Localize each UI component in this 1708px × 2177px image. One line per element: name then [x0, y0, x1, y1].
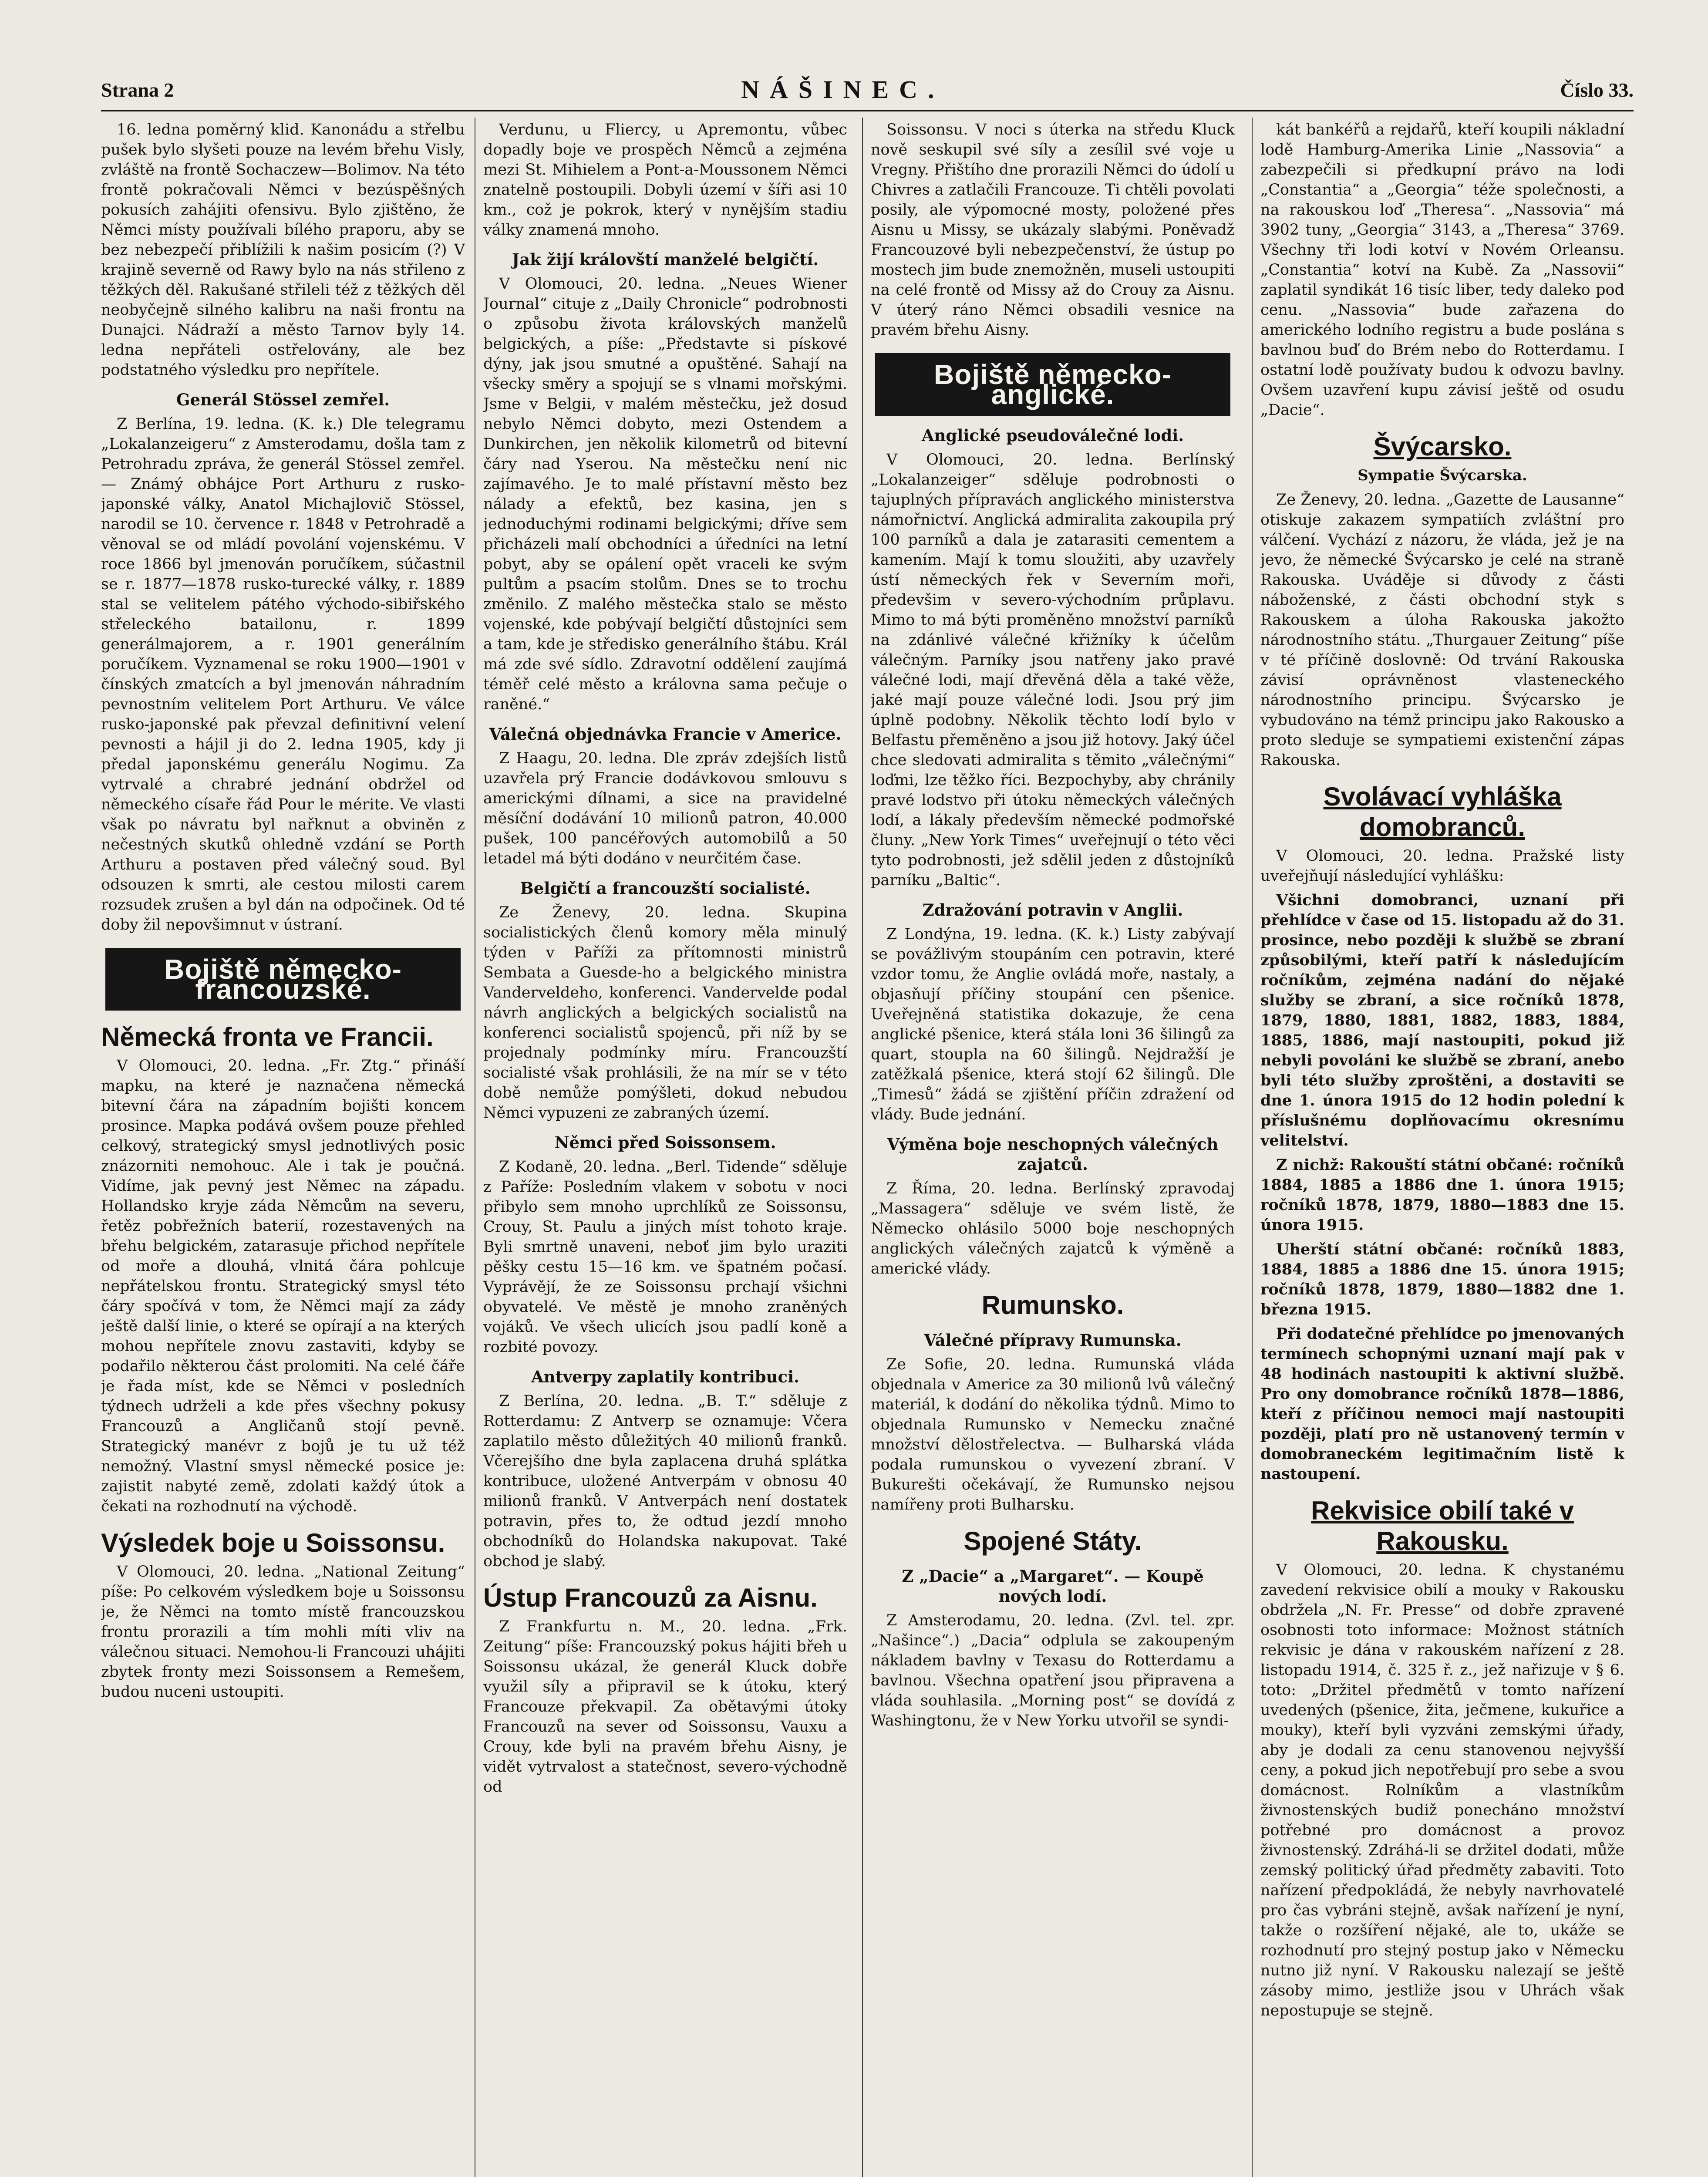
article-text: Z Berlína, 19. ledna. (K. k.) Dle telegramu „Lokalanzeigeru“ z Amsterodamu, došla tam z Petrohradu zpráva, že generál Stössel zemřel. — Známý obhájce Port Arthuru z rusko-japonské války, Anatol Michajlovič Stössel, narodil se 10. července r. 1848 v Petrohradě a věnoval se od mládí povolání vojenskému. V roce 1866 byl jmenován poručíkem, súčastnil se r. 1877—1878 rusko-turecké války, r. 1889 stal se velitelem pátého východo-sibiřského střeleckého batailonu, r. 1899 generálmajorem, a r. 1901 generálním poručíkem. Vyznamenal se roku 1900—1901 v čínských zmatcích a byl jmenován náhradním pevnostním velitelem Port Arthuru. Ve válce rusko-japonské pak převzal definitivní velení pevnosti a hájil ji do 2. ledna 1905, kdy ji předal japonskému generálu Nogimu. Za vytrvalé a chrabré jednání obdržel od německého císaře řád Pour le mérite. Ve vlasti však po návratu byl nařknut a obviněn z nečestných skutků ohledně vzdání se Porth Arthuru a postaven před válečný soud. Byl odsouzen k smrti, ale cestou milosti carem rozsudek zrušen a byl dán na odpočinek. Od té doby žil nepovšimnut v ústraní. [101, 415, 465, 933]
article-text-bold: Všichni domobranci, uznaní při přehlídce v čase od 15. listopadu až do 31. prosince, nebo později k službě se zbraní způsobilými, kteří patří k následujícím ročníkům, zejména nadání do nějaké služby se zbraní, a sice ročníků 1878, 1879, 1880, 1881, 1882, 1883, 1884, 1885, 1886, mají nastoupiti, pokud již nebyli povoláni ke službě se zbraní, anebo byli této služby zproštěni, a dostaviti se dne 1. února 1915 do 12 hodin polední k příslušnému doplňovacímu okresnímu velitelství. [1260, 891, 1624, 1149]
article-title: Anglické pseudoválečné lodi. [921, 426, 1184, 445]
article-text: 16. ledna poměrný klid. Kanonádu a střelbu pušek bylo slyšeti pouze na levém břehu Visly, zvláště na frontě Sochaczew—Bolimov. Na této frontě pokračovali Němci v bezúspěšných pokusích zahájiti ofensivu. Bylo zjištěno, že Němci místy používali bílého praporu, aby se bez nebezpečí přiblížili k našim posicím (?) V krajině severně od Rawy bylo na nás střileno z těžkých děl. Rakušané střileli též z těžkých děl neobyčejně silného kalibru na naši frontu na Dunajci. Nádraží a město Tarnov byly 14. ledna nepřáteli ostřelovány, ale bez podstatného výsledku pro nepřítele. [101, 121, 465, 379]
header-rule [101, 110, 1634, 111]
column-1 [101, 120, 465, 2177]
issue-number: Číslo 33. [1560, 79, 1634, 101]
section-heading: Rekvisice obilí také v Rakousku. [1311, 1496, 1574, 1556]
article-text: Z Říma, 20. ledna. Berlínský zpravodaj „Massagera“ sděluje ve svém listě, že Německo ohlásilo 5000 boje neschopných anglických válečných zajatců k výměně a americké vlády. [871, 1180, 1235, 1277]
article-text: V Olomouci, 20. ledna. Pražské listy uveřejňují následující vyhlášku: [1260, 847, 1624, 885]
article-text: V Olomouci, 20. ledna. „Fr. Ztg.“ přináší mapku, na které je naznačena německá bitevní čára na západním bojišti koncem prosince. Mapka podává ovšem pouze přehled celkový, strategický smysl jednotlivých posic znázorniti nemohouc. Ale i tak je poučná. Vidíme, jak pevný jest Němec na západu. Hollandsko kryje záda Němcům na severu, řetěz pobřežních baterií, rozestavených na břehu belgickém, zatarasuje přichod nepřítele od moře a dlouhá, vlnitá čára pohlcuje nepřátelskou frontu. Strategický smysl této čáry spočívá v tom, že Němci mají za zády ještě další linie, o které se opírají a na kterých mohou nepřítele znovu zastaviti, kdyby se podařilo některou část prolomiti. Na celé čáře je řada míst, kde se Němci v posledních týdnech udrželi a kde přes všechny pokusy Francouzů a Angličanů stojí pevně. Strategický manévr z bojů je tu už též nemožný. Vlastní smysl německé posice je: zajistit nabyté země, zdolati každý útok a čekati na rozhodnutí na východě. [101, 1057, 465, 1515]
article-title: Generál Stössel zemřel. [176, 390, 390, 409]
article-subtitle: Sympatie Švýcarska. [1358, 467, 1527, 484]
article-title: Válečná objednávka Francie v Americe. [489, 725, 842, 744]
article-text: Z Londýna, 19. ledna. (K. k.) Listy zabývají se povážlivým stoupáním cen potravin, které vzdor tomu, že Anglie ovládá moře, nastaly, a objasňují příčiny stoupání cen pšenice. Uveřejněná statistika dokazuje, že cena anglické pšenice, která stála loni 36 šilingů za quart, stoupla na 60 šilingů. Nejdražší je zatěžkalá pšenice, která stojí 62 šilingů. Dle „Timesů“ žádá se zjištění příčin zdražení od vlády. Bude jednání. [871, 926, 1235, 1123]
article-text: kát bankéřů a rejdařů, kteří koupili nákladní lodě Hamburg-Amerika Linie „Nassovia“ a zabezpečili si předkupní právo na lodi „Constantia“ a „Georgia“ téže společnosti, a na rakouskou loď „Theresa“. „Nassovia“ má 3902 tuny, „Georgia“ 3143, a „Theresa“ 3769. Všechny tři lodi kotví v Novém Orleansu. „Constantia“ kotví na Kubě. Za „Nassovii“ zaplatil syndikát 16 tisíc liber, tedy daleko pod cenu. „Nassovia“ bude zařazena do amerického lodního registru a bude poslána s bavlnou buď do Brém nebo do Rotterdamu. I ostatní lodě používaty budou k odvozu bavlny. Ovšem uzavření kupu závisí ještě od osudu „Dacie“. [1260, 121, 1624, 419]
column-3 [871, 120, 1235, 2177]
article-text-bold: Při dodatečné přehlídce po jmenovaných termínech schopnými uznaní mají pak v 48 hodinách nastoupiti k aktivní službě. Pro ony domobrance ročníků 1878—1886, kteří z příčinou nemoci mají nastoupiti později, platí pro ně ustanovený termín v domobraneckém legitimačním listě k nastoupení. [1260, 1325, 1624, 1483]
section-heading: Svolávací vyhláška domobranců. [1323, 782, 1562, 842]
article-title: Zdražování potravin v Anglii. [922, 900, 1183, 920]
article-title: Němci před Soissonsem. [554, 1133, 776, 1152]
article-text: Z Haagu, 20. ledna. Dle zpráv zdejších listů uzavřela prý Francie dodávkovou smlouvu s americkými dílnami, a sice na pravidelné měsíční dodávání 10 milionů patron, 40.000 pušek, 100 pancéřových automobilů a 50 letadel má býti dodáno v neurčitém čase. [483, 750, 847, 867]
article-text: Ze Ženevy, 20. ledna. „Gazette de Lausanne“ otiskuje zakazem sympatiích zvláštní pro válčení. Vychází z názoru, že vláda, jež je na jevo, že německé Švýcarsko je celé na straně Rakouska. Uváděje si důvody z části náboženské, z části obchodní styk s Rakouskem a úloha Rakouska jakožto národnostního státu. „Thurgauer Zeitung“ píše v té příčině doslovně: Od trvání Rakouska závisí oprávněnost vlasteneckého národnostního principu. Švýcarsko je vybudováno na témž principu jako Rakousko a proto sleduje se sympatiemi existenční zápas Rakouska. [1260, 491, 1624, 769]
article-title: Výměna boje neschopných válečných zajatců. [887, 1135, 1219, 1174]
article-text-bold: Z nichž: Rakouští státní občané: ročníků 1884, 1885 a 1886 dne 1. února 1915; ročníků 1878, 1879, 1880—1883 dne 15. února 1915. [1260, 1156, 1624, 1234]
section-heading: Rumunsko. [981, 1291, 1124, 1320]
section-heading: Ústup Francouzů za Aisnu. [483, 1583, 818, 1612]
section-heading: Výsledek boje u Soissonsu. [101, 1528, 445, 1557]
column-divider [1252, 118, 1253, 2177]
page-number: Strana 2 [101, 79, 174, 101]
section-banner: Bojiště německo-anglické. [875, 353, 1230, 416]
article-text-bold: Uherští státní občané: ročníků 1883, 1884, 1885 a 1886 dne 15. února 1915; ročníků 1878, 1879, 1880—1882 dne 1. března 1915. [1260, 1240, 1624, 1318]
column-2 [483, 120, 847, 2177]
article-text: Z Berlína, 20. ledna. „B. T.“ sděluje z Rotterdamu: Z Antverp se oznamuje: Včera zaplatilo město důležitých 40 milionů franků. Včerejšího dne byla zaplacena druhá splátka kontribuce, uložené Antverpám v obnosu 40 milionů franků. V Antverpách není dostatek potravin, přes to, že odtud jezdí mnoho obchodníků do Holandska nakupovat. Také obchod je slabý. [483, 1392, 847, 1570]
article-text: Verdunu, u Fliercy, u Apremontu, vůbec dopadly boje ve prospěch Němců a zejména mezi St. Mihielem a Pont-a-Moussonem Němci znatelně postoupili. Dobyli území v šíři asi 10 km., což je pokrok, který v nynějším stadiu války znamená mnoho. [483, 121, 847, 239]
article-text: Ze Ženevy, 20. ledna. Skupina socialistických členů komory měla minulý týden v Paříži za přítomnosti ministrů Sembata a Guesde-ho a belgického ministra Vanderveldeho, konferenci. Vandervelde podal návrh anglických a belgických socialistů na konferenci socialistů spojenců, při níž by se projednaly podmínky míru. Francouzští socialisté však prohlásili, že na mír se v této době nemůže pomýšleti, dokud nebudou Němci vypuzeni ze zabraných území. [483, 904, 847, 1122]
page-header [101, 75, 1634, 105]
article-text: V Olomouci, 20. ledna. K chystanému zavedení rekvisice obilí a mouky v Rakousku obdržela „N. Fr. Presse“ od dobře zpravené osobnosti toto informace: Možnost státních rekvisic je dána v rakouském nařízení z 28. listopadu 1914, č. 325 ř. z., jež nařizuje v § 6. toto: „Držitel předmětů v tomto nařízení uvedených (pšenice, žita, ječmene, kukuřice a mouky), kteří byli vyzváni zemskými úřady, aby je dodali za cenu stanovenou nejvyšší ceny, a pokud jich nepotřebují pro sebe a svou domácnost. Rolníkům a vlastníkům živnostenských budiž ponecháno množství potřebné pro domácnost a provoz živnostenský. Zdráhá-li se držitel dodati, může zemský politický úřad předměty zabaviti. Toto nařízení předpokládá, že nebyly navrhovatelé pro čas vybráni stejně, avšak nařízení je nyní, takže o rozšíření nějaké, ale to, ukáže se rozhodnutí pro stejný postup jako v Německu nutno již nyní. V Rakousku nalezají se ještě zásoby mimo, jestliže jsou v Uhrách však nepostupuje se stejně. [1260, 1561, 1624, 2019]
article-title: Válečné přípravy Rumunska. [924, 1331, 1182, 1350]
article-text: V Olomouci, 20. ledna. „Neues Wiener Journal“ cituje z „Daily Chronicle“ podrobnosti o způsobu života královských manželů belgických, a píše: „Představte si pískové dýny, jak jsou smutné a opuštěné. Sahají na všecky směry a spojují se s vlnami mořskými. Jsme v Belgii, v malém městečku, jež dosud nebylo Němci dobyto, mezi Ostendem a Dunkirchen, jen několik kilometrů od bitevní čáry nad Yserou. Na městečku není nic zajímavého. Je to malé přístavní město bez nálady a efektů, bez kasina, jen s jednoduchými rodinami belgickými; dříve sem přicházeli malí obchodníci a úředníci na letní pobyt, aby se opálení opět vraceli ke svým pultům a psacím stolům. Dnes se to trochu změnilo. Z malého městečka stalo se město vojenské, kde pobývají belgičtí důstojníci sem a tam, kde je středisko generálního štábu. Král má zde své sídlo. Zdravotní oddělení zaujímá téměř celé město a královna sama pečuje o raněné.“ [483, 275, 847, 713]
section-banner: Bojiště německo-francouzské. [105, 948, 461, 1011]
column-divider [862, 118, 863, 2177]
section-heading: Německá fronta ve Francii. [101, 1022, 434, 1051]
article-text: V Olomouci, 20. ledna. Berlínský „Lokalanzeiger“ sděluje podrobnosti o tajuplných přípravách anglického ministerstva námořnictví. Anglická admiralita zakoupila prý 100 parníků a dala je zatarasiti cementem a kamením. Mají k tomu sloužiti, aby uzavřely ústí německých řek v Severním moři, předevšim v severo-východním průplavu. Mimo to má býti proměněno množství parníků na zdánlivé válečné křižníky k účelům válečným. Parníky jsou natřeny jako pravé válečné lodi, mají dřevěná děla a také věže, jaké mají pouze válečné lodi. Jsou prý jim úplně podobny. Několik těchto lodí bylo v Belfastu přeměněno a jsou již hotovy. Jaký účel chce sledovati admiralita s těmito „válečnými“ loďmi, lze těžko říci. Bezpochyby, aby chránily pravé lodstvo při útoku německých válečných lodí, a lákaly především německé podmořské čluny. „New York Times“ uveřejnují o této věci tyto podrobnosti, jež sdělil jeden z důstojníků parníku „Baltic“. [871, 451, 1235, 889]
section-heading: Švýcarsko. [1373, 432, 1512, 461]
article-title: Belgičtí a francouzští socialisté. [520, 879, 811, 898]
article-text: V Olomouci, 20. ledna. „National Zeitung“ píše: Po celkovém výsledkem boje u Soissonsu je, že Němci na tomto místě francouzskou frontu prorazili a tím mohli míti vliv na válečnou situaci. Nemohou-li Francouzi uhájiti zbytek fronty mezi Soissonsem a Remešem, budou nuceni ustoupiti. [101, 1563, 465, 1701]
article-text: Z Amsterodamu, 20. ledna. (Zvl. tel. zpr. „Našince“.) „Dacia“ odplula se zakoupeným nákladem bavlny v Texasu do Rotterdamu a bavlnou. Všechna opatření jsou připravena a vláda souhlasila. „Morning post“ se dovídá z Washingtonu, že v New Yorku utvořil se syndi- [871, 1612, 1235, 1729]
article-text: Soissonsu. V noci s úterka na středu Kluck nově seskupil své síly a zesílil své voje u Vregny. Přištího dne prorazili Němci do údolí u Chivres a zatlačili Francouze. Ti chtěli povolati posily, ale výpomocné mosty, položené přes Aisnu u Missy, se ukázaly slabými. Poněvadž Francouzové byli nebezpečenství, že ústup po mostech jim bude znemožněn, museli ustoupiti na celé frontě od Missy až do Crouy za Aisnu. V úterý ráno Němci obsadili vesnice na pravém břehu Aisny. [871, 121, 1235, 339]
section-heading: Spojené Státy. [963, 1527, 1142, 1556]
newspaper-title: NÁŠINEC. [741, 75, 945, 104]
article-text: Z Frankfurtu n. M., 20. ledna. „Frk. Zeitung“ píše: Francouzský pokus hájiti břeh u Soissonsu ukázal, že generál Kluck dobře využil síly a připravil se k útoku, který Francouze překvapil. Za obětavými útoky Francouzů na sever od Soissonsu, Vauxu a Crouy, kde byli na pravém břehu Aisny, je vidět vytrvalost a statečnost, severo-východně od [483, 1618, 847, 1796]
article-text: Ze Sofie, 20. ledna. Rumunská vláda objednala v Americe za 30 milionů lvů válečný materiál, k dodání do několika týdnů. Mimo to objednala Rumunsko v Nemecku značné množství dělostřelectva. — Bulharská vláda podala rumunskou o vyvezení zbraní. V Bukurešti očekávají, že Rumunsko nejsou namířeny proti Bulharsku. [871, 1356, 1235, 1513]
article-title: Z „Dacie“ a „Margaret“. — Koupě nových lodí. [902, 1567, 1204, 1606]
article-title: Antverpy zaplatily kontribuci. [531, 1367, 800, 1386]
article-text: Z Kodaně, 20. ledna. „Berl. Tidende“ sděluje z Paříže: Posledním vlakem v sobotu v noci přibylo sem mnoho uprchlíků ze Soissonsu, Crouy, St. Paulu a jiných míst tohoto kraje. Byli smrtně unaveni, neboť jim bylo uraziti pěšky cestu 15—16 km. ve špatném počasí. Vyprávějí, že ze Soissonsu prchají všichni obyvatelé. Ve městě je mnoho zraněných vojáků. Ve všech ulicích jsou padlí koně a rozbité povozy. [483, 1158, 847, 1356]
article-title: Jak žijí královští manželé belgičtí. [512, 250, 819, 269]
column-4 [1260, 120, 1624, 2177]
